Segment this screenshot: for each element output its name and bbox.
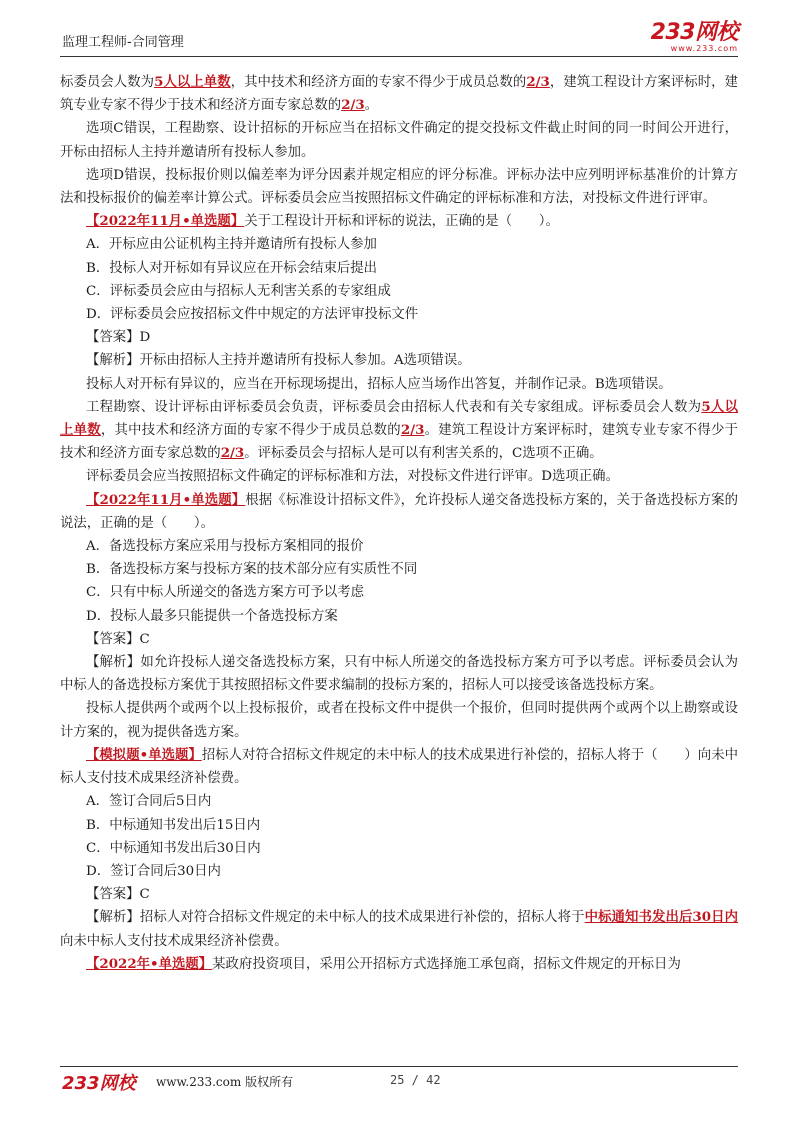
q1-option-c: C．评标委员会应由与招标人无利害关系的专家组成 [86,283,391,299]
analysis-tag: 【解析】 [86,353,140,369]
paragraph-option-d: 选项D错误，投标报价则以偏差率为评分因素并规定相应的评分标准。评标办法中应列明评标基准价的计算方法和投标报价的偏差率计算公式。评标委员会应当按照招标文件确定的评标标准和方法，对投标文件进行评审。 [60,167,738,207]
page-header [60,20,738,57]
footer-logo: 233网校 [62,1073,136,1094]
highlight-text: 5人以上单数 [60,398,738,439]
q3-analysis-1 [60,906,738,952]
text-run: 。建筑工程设计方案评标时，建筑专业专家不得少于技术和经济方面专家总数的 [60,423,739,462]
q3-option-c: C．中标通知书发出后30日内 [86,840,261,856]
q2-option-a: A．备选投标方案应采用与投标方案相同的报价 [86,539,364,555]
question-2-stem [60,489,738,535]
paragraph-committee [60,71,738,117]
text-run: 向未中标人支付技术成果经济补偿费。 [60,933,288,949]
q2-option-b: B．备选投标方案与投标方案的技术部分应有实质性不同 [86,562,418,578]
q2-option-c: C．只有中标人所递交的备选方案方可予以考虑 [86,585,365,601]
text-run: 。评标委员会与招标人是可以有利害关系的，C选项不正确。 [244,446,603,462]
text-run: ，其中技术和经济方面的专家不得少于成员总数的 [100,423,401,439]
q1-option-d: D．评标委员会应按招标文件中规定的方法评审投标文件 [86,307,419,323]
q2-option-d: D．投标人最多只能提供一个备选投标方案 [86,608,338,624]
footer-copyright: www.233.com 版权所有 [156,1075,294,1089]
question-text: 关于工程设计开标和评标的说法，正确的是（ ）。 [244,214,559,230]
q2-analysis-1 [60,651,738,697]
analysis-text: 开标由招标人主持并邀请所有投标人参加。A选项错误。 [139,353,471,369]
q1-option-b: B．投标人对开标如有异议应在开标会结束后提出 [86,260,378,276]
q1-answer: 【答案】D [86,330,151,346]
question-4-stem [60,953,738,976]
q3-option-d: D．签订合同后30日内 [86,863,221,879]
q1-option-a: A．开标应由公证机构主持并邀请所有投标人参加 [86,237,377,253]
q2-analysis-2: 投标人提供两个或两个以上投标报价，或者在投标文件中提供一个报价，但同时提供两个或两个以上勘察或设计方案的，视为提供备选方案。 [60,701,738,740]
text-run: ，其中技术和经济方面的专家不得少于成员总数的 [230,75,527,90]
brand-logo [651,22,738,53]
q2-answer: 【答案】C [86,631,150,647]
highlight-text: 2/3 [400,422,425,439]
q3-option-a: A．签订合同后5日内 [86,794,212,810]
question-text: 某政府投资项目，采用公开招标方式选择施工承包商，招标文件规定的开标日为 [212,956,681,972]
highlight-text: 5人以上单数 [154,74,231,90]
question-tag: 【2022年•单选题】 [86,955,213,972]
q1-analysis-3 [60,396,738,466]
document-body [60,71,738,976]
q3-option-b: B．中标通知书发出后15日内 [86,817,261,833]
highlight-text: 2/3 [220,445,245,462]
question-text: 根据《标准设计招标文件》，允许投标人递交备选投标方案的，关于备选投标方案的说法，正确的是（ ）。 [60,492,738,531]
text-run: ，建筑工程设计方案评标时，建筑专业专家不得少于技术和经济方面专家总数的 [60,75,739,114]
q1-analysis-1 [60,349,738,372]
question-text: 招标人对符合招标文件规定的未中标人的技术成果进行补偿的，招标人将于（ ）向未中标人支付技术成果经济补偿费。 [60,747,738,787]
logo-main: 233网校 [650,20,738,45]
q1-analysis-2: 投标人对开标有异议的，应当在开标现场提出，招标人应当场作出答复，并制作记录。B选项错误。 [86,376,672,392]
header-title: 监理工程师-合同管理 [62,35,184,50]
analysis-tag: 【解析】 [86,910,140,926]
paragraph-option-c: 选项C错误，工程勘察、设计招标的开标应当在招标文件确定的提交投标文件截止时间的同一时间公开进行，开标由招标人主持并邀请所有投标人参加。 [60,121,738,160]
page-number: 25 / 42 [390,1073,441,1087]
highlight-text: 中标通知书发出后30日内 [584,909,739,926]
text-run: 工程勘察、设计评标由评标委员会负责，评标委员会由招标人代表和有关专家组成。评标委员会人数为 [86,399,702,415]
highlight-text: 2/3 [526,74,550,90]
question-tag: 【模拟题•单选题】 [86,746,202,763]
q1-analysis-4: 评标委员会应当按照招标文件确定的评标标准和方法，对投标文件进行评审。D选项正确。 [86,469,619,485]
question-tag: 【2022年11月•单选题】 [86,491,246,508]
text-run: 。 [364,98,379,114]
logo-sub: www.233.com [670,44,738,53]
question-3-stem [60,744,738,790]
highlight-text: 2/3 [341,97,365,114]
text-run: 标委员会人数为 [60,75,155,90]
q3-answer: 【答案】C [86,887,150,903]
question-tag: 【2022年11月•单选题】 [86,213,245,230]
analysis-text: 如允许投标人递交备选投标方案，只有中标人所递交的备选投标方案方可予以考虑。评标委员会认为中标人的备选投标方案优于其按照招标文件要求编制的投标方案的，招标人可以接受该备选投标方案。 [60,655,739,694]
analysis-text: 招标人对符合招标文件规定的未中标人的技术成果进行补偿的，招标人将于 [139,910,585,926]
page-footer [60,1066,738,1095]
analysis-tag: 【解析】 [86,655,141,671]
question-1-stem [60,210,738,233]
